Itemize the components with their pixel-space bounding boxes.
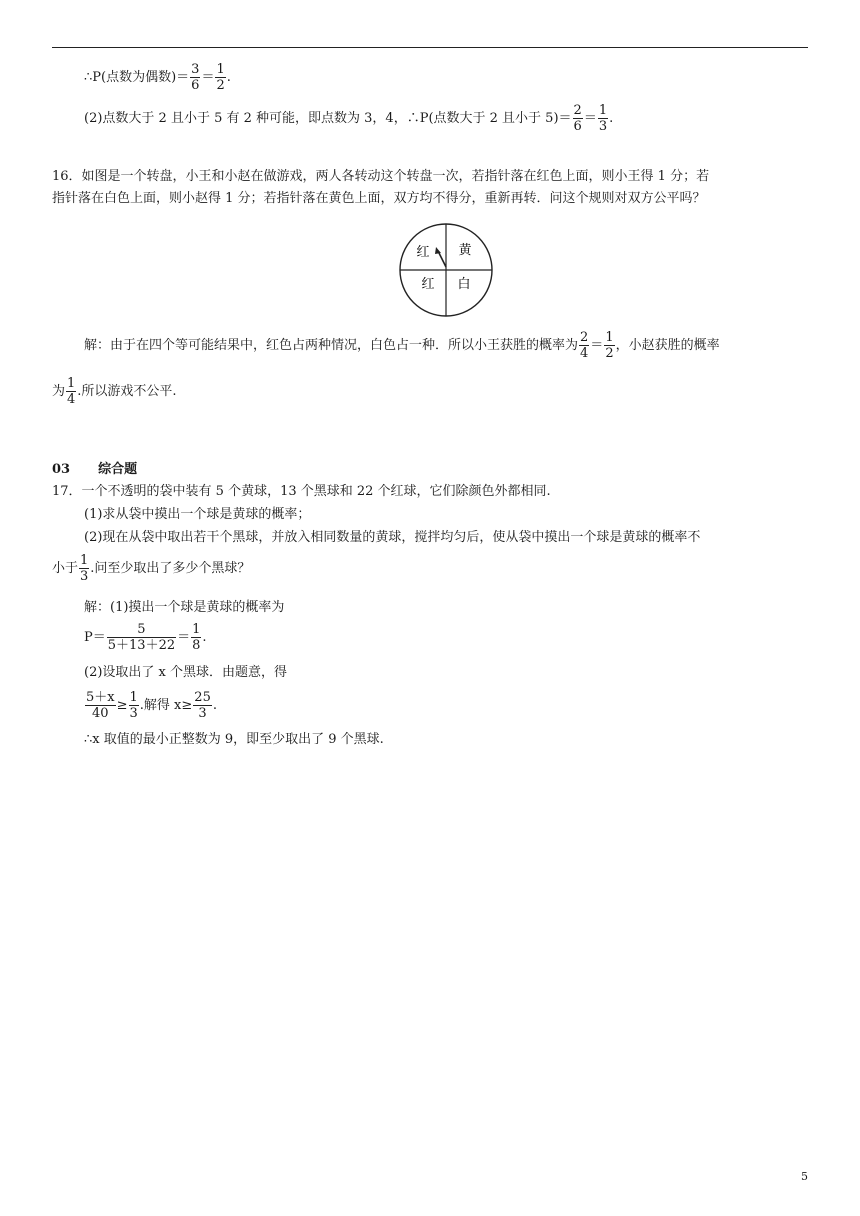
denominator: 3 (80, 569, 89, 584)
q17-solution-intro: 解：(1)摸出一个球是黄球的概率为 (84, 600, 285, 615)
fraction (604, 330, 614, 361)
q16-solution-line-2 (52, 376, 177, 407)
equals-sign: ＝ (177, 630, 191, 645)
denominator: 2 (605, 346, 614, 361)
numerator: 3 (191, 62, 200, 77)
q17-part2b-prefix: 小于 (52, 561, 79, 576)
denominator: 4 (67, 392, 76, 407)
p-prefix: P＝ (84, 630, 106, 645)
equals-sign: ＝ (590, 338, 604, 353)
q16-solution-text: 解：由于在四个等可能结果中，红色占两种情况，白色占一种．所以小王获胜的概率为 (84, 338, 579, 353)
section-heading (52, 461, 137, 479)
q16-solution2-text: .所以游戏不公平. (77, 384, 177, 399)
greater-equal-sign: ≥ (116, 698, 128, 713)
q17-part-2-continued (52, 553, 250, 584)
numerator: 1 (598, 103, 608, 118)
q16-line-2: 指针落在白色上面，则小赵得 1 分；若指针落在黄色上面，双方均不得分，重新再转．问这个规则对双方公平吗？ (52, 191, 706, 206)
numerator: 1 (216, 62, 225, 77)
fraction (66, 376, 76, 407)
fraction (191, 622, 201, 653)
q17-part2b-text: .问至少取出了多少个黑球？ (90, 561, 251, 576)
q17-line-1: 17．一个不透明的袋中装有 5 个黄球，13 个黑球和 22 个红球，它们除颜色外都相同. (52, 484, 551, 499)
prev-line1-prefix: ∴P(点数为偶数)＝ (84, 70, 190, 85)
page-number: 5 (801, 1170, 808, 1183)
prev-line-2 (84, 103, 613, 134)
q17-probability-equation (84, 622, 207, 653)
inequality-mid-text: .解得 x≥ (139, 698, 193, 713)
period: . (609, 111, 614, 126)
denominator: 6 (191, 78, 200, 93)
segment-label-top-right: 黄 (458, 243, 472, 258)
fraction (79, 553, 89, 584)
fraction (193, 690, 212, 721)
fraction (107, 622, 176, 653)
numerator: 1 (605, 330, 614, 345)
q17-inequality (84, 690, 217, 721)
numerator: 1 (67, 376, 76, 391)
denominator: 3 (598, 119, 608, 134)
q16-line-1: 16．如图是一个转盘，小王和小赵在做游戏，两人各转动这个转盘一次，若指针落在红色上面，则小王得 1 分；若 (52, 169, 710, 184)
q17-part-2: (2)现在从袋中取出若干个黑球，并放入相同数量的黄球，搅拌均匀后，使从袋中摸出一个球是黄球的概率不 (84, 530, 701, 545)
numerator: 1 (192, 622, 201, 637)
numerator: 25 (194, 690, 211, 705)
pointer-arrowhead-icon (435, 247, 441, 254)
numerator: 1 (80, 553, 89, 568)
q17-solution-2-intro: (2)设取出了 x 个黑球．由题意，得 (84, 665, 288, 680)
prev-line-1 (84, 62, 231, 93)
denominator: 8 (192, 638, 201, 653)
fraction (129, 690, 139, 721)
numerator: 5＋x (86, 690, 115, 705)
denominator: 2 (216, 78, 225, 93)
denominator: 5＋13＋22 (107, 638, 176, 653)
spinner-pointer (438, 251, 446, 267)
q17-conclusion: ∴x 取值的最小正整数为 9，即至少取出了 9 个黑球. (84, 732, 384, 747)
fraction (190, 62, 200, 93)
segment-label-top-left: 红 (416, 245, 430, 260)
fraction (573, 103, 583, 134)
q16-solution-line-1 (84, 330, 720, 361)
denominator: 40 (92, 706, 109, 721)
denominator: 4 (580, 346, 589, 361)
denominator: 3 (129, 706, 138, 721)
header-rule (52, 47, 808, 48)
spinner-diagram (397, 221, 495, 319)
q16-solution-tail: ，小赵获胜的概率 (615, 338, 720, 353)
segment-label-bottom-right: 白 (457, 277, 471, 292)
numerator: 2 (580, 330, 589, 345)
section-title: 综合题 (98, 462, 138, 477)
prev-line2-text: (2)点数大于 2 且小于 5 有 2 种可能，即点数为 3，4，∴P(点数大于 2 且小于 5)＝ (84, 111, 572, 126)
section-number: 03 (52, 462, 71, 477)
q17-part-1: (1)求从袋中摸出一个球是黄球的概率； (84, 507, 311, 522)
fraction (215, 62, 225, 93)
denominator: 3 (198, 706, 207, 721)
segment-label-bottom-left: 红 (421, 277, 435, 292)
period: . (202, 630, 207, 645)
numerator: 5 (107, 622, 176, 638)
period: . (226, 70, 231, 85)
fraction (598, 103, 608, 134)
equals-sign: ＝ (583, 111, 597, 126)
denominator: 6 (573, 119, 582, 134)
q16-solution2-prefix: 为 (52, 384, 66, 399)
fraction (579, 330, 589, 361)
equals-sign: ＝ (201, 70, 215, 85)
fraction (85, 690, 116, 721)
period: . (212, 698, 217, 713)
numerator: 1 (129, 690, 138, 705)
numerator: 2 (573, 103, 582, 118)
